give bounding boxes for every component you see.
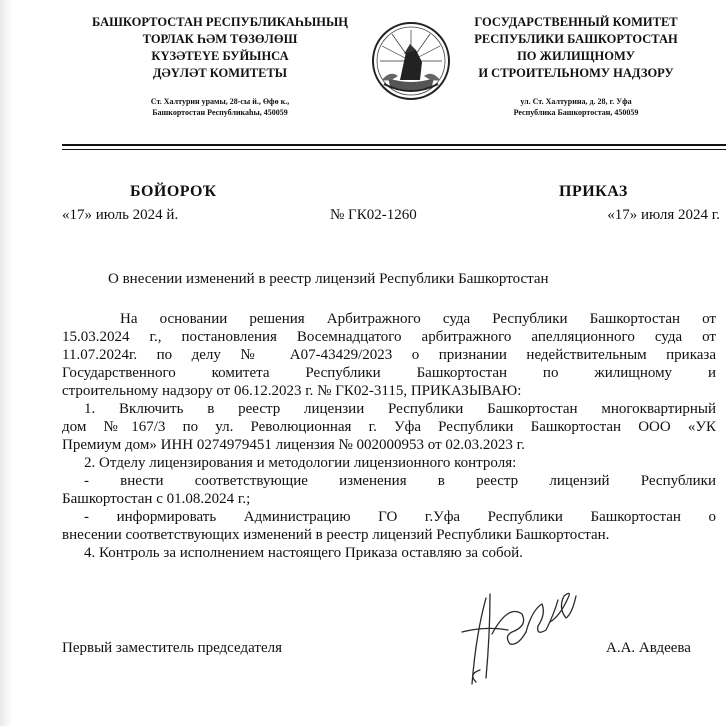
body-line: Государственного комитета Республики Башкортостан по жилищному и [62, 365, 716, 381]
header-right-address: Республика Башкортостан, 450059 [513, 108, 639, 117]
header-left [70, 14, 370, 118]
body-line: - информировать Администрацию ГО г.Уфа Республики Башкортостан о [84, 509, 716, 525]
coat-of-arms-emblem [370, 20, 452, 102]
order-number: № ГК02-1260 [330, 207, 417, 223]
scan-edge-shadow [0, 0, 12, 726]
header-left-address: Ст. Халтурин урамы, 28-сы й., Өфө к., [150, 97, 290, 106]
header-left-line: КҮЗӘТЕҮЕ БУЙЫНСА [151, 49, 289, 63]
header-divider-thick [62, 144, 726, 146]
body-line: 4. Контроль за исполнением настоящего Приказа оставляю за собой. [84, 545, 523, 561]
body-line: 15.03.2024 г., постановления Восемнадцатого арбитражного апелляционного суда от [62, 329, 716, 345]
header-left-line: ДӘҮЛӘТ КОМИТЕТЫ [152, 66, 288, 80]
header-right-line: И СТРОИТЕЛЬНОМУ НАДЗОРУ [478, 66, 674, 80]
header-left-address: Башкортостан Республикаһы, 450059 [152, 108, 288, 117]
body-line: внесении соответствующих изменений в реестр лицензий Республики Башкортостан. [62, 527, 610, 543]
order-date-russian: «17» июля 2024 г. [607, 207, 720, 223]
body-line: дом №167/3 по ул. Революционная г. Уфа Республики Башкортостан ООО «УК [62, 419, 716, 435]
order-subject: О внесении изменений в реестр лицензий Республики Башкортостан [108, 271, 549, 287]
body-line: На основании решения Арбитражного суда Республики Башкортостан от [120, 311, 716, 327]
header-right-line: ГОСУДАРСТВЕННЫЙ КОМИТЕТ [474, 15, 678, 29]
order-title-bashkir: БОЙОРОҠ [130, 183, 217, 200]
header-divider-thin [62, 149, 726, 150]
header-right-address: ул. Ст. Халтурина, д. 28, г. Уфа [520, 97, 632, 106]
body-line: - внести соответствующие изменения в реестр лицензий Республики [84, 473, 716, 489]
header-left-line: БАШКОРТОСТАН РЕСПУБЛИКАҺЫНЫҢ [92, 15, 348, 29]
signatory-name: А.А. Авдеева [606, 640, 691, 656]
order-title-russian: ПРИКАЗ [559, 183, 628, 200]
handwritten-signature [446, 574, 586, 690]
order-date-bashkir: «17» июль 2024 й. [62, 207, 179, 223]
header-left-line: ТОРЛАК ҺӘМ ТӨЗӨЛӨШ [142, 32, 298, 46]
body-line: Премиум дом» ИНН 0274979451 лицензия № 002000953 от 02.03.2023 г. [62, 437, 525, 453]
body-line: 2. Отделу лицензирования и методологии лицензионного контроля: [84, 455, 517, 471]
body-line: Башкортостан с 01.08.2024 г.; [62, 491, 251, 507]
body-line: 11.07.2024г. по делу № А07-43429/2023 о признании недействительным приказа [62, 347, 716, 363]
signatory-position: Первый заместитель председателя [62, 640, 282, 656]
order-body [62, 310, 716, 562]
body-line: строительному надзору от 06.12.2023 г. № ГК02-3115, ПРИКАЗЫВАЮ: [62, 383, 522, 399]
header-right [444, 14, 708, 118]
header-right-line: РЕСПУБЛИКИ БАШКОРТОСТАН [474, 32, 678, 46]
header-right-line: ПО ЖИЛИЩНОМУ [517, 49, 635, 63]
body-line: 1. Включить в реестр лицензии Республики Башкортостан многоквартирный [84, 401, 716, 417]
